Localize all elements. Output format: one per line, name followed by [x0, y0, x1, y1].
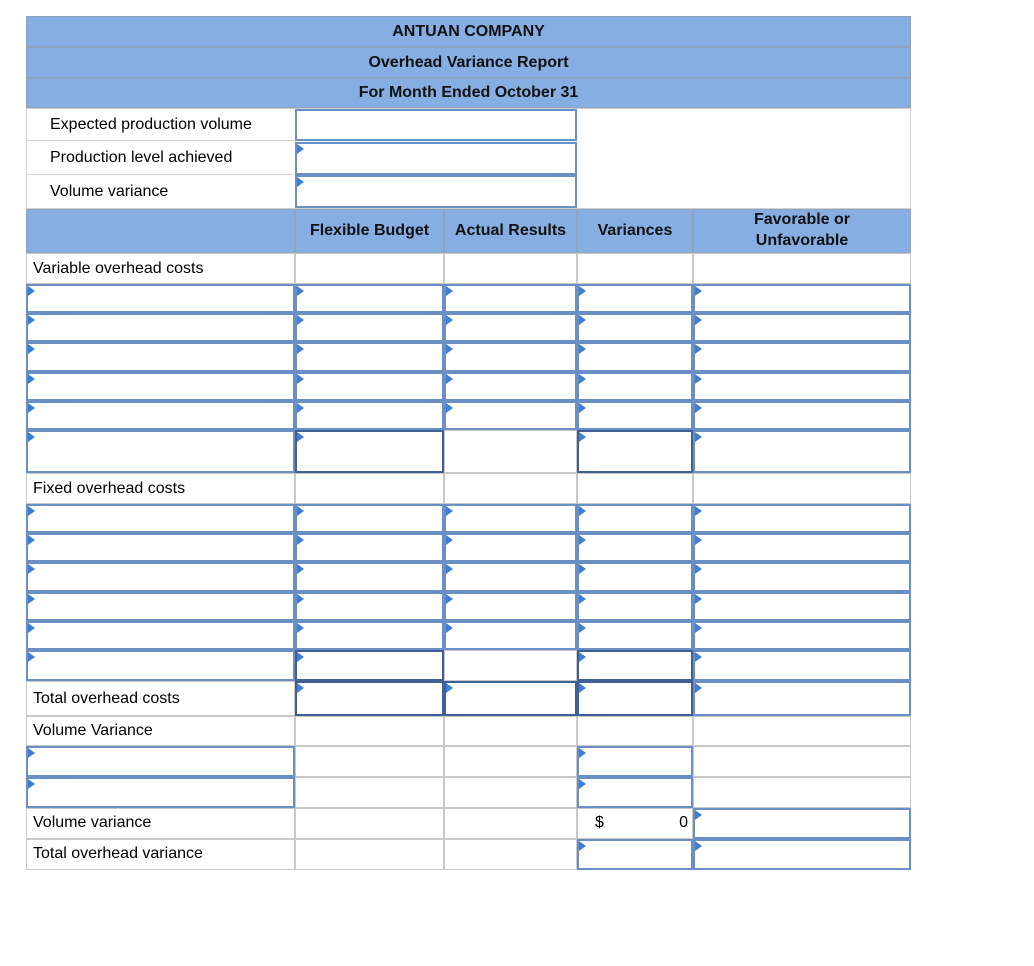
row0-variances-cell: [577, 253, 693, 284]
input-marker-icon: [28, 535, 35, 545]
input-marker-icon: [446, 564, 453, 574]
input-marker-icon: [695, 344, 702, 354]
input-marker-icon: [28, 748, 35, 758]
volume-variance-currency: $: [595, 814, 604, 831]
input-marker-icon: [446, 344, 453, 354]
volume-variance-amount: 0: [679, 814, 688, 831]
input-marker-icon: [695, 403, 702, 413]
row10-fav-unfav-input[interactable]: [693, 562, 911, 592]
volume-variance-row-label: Volume variance: [33, 814, 152, 831]
row9-variances-input[interactable]: [577, 533, 693, 562]
row17-flexible-budget-cell: [295, 777, 444, 808]
row12-actual-results-input[interactable]: [444, 621, 577, 650]
input-marker-icon: [28, 594, 35, 604]
row1-flexible-budget-input[interactable]: [295, 284, 444, 313]
input-marker-icon: [446, 374, 453, 384]
row3-variances-input[interactable]: [577, 342, 693, 372]
input-marker-icon: [579, 506, 586, 516]
input-marker-icon: [297, 564, 304, 574]
row7-fav-unfav-cell: [693, 473, 911, 504]
input-marker-icon: [446, 623, 453, 633]
row13-flexible-budget-input[interactable]: [295, 650, 444, 681]
expected-production-volume-label: Expected production volume: [26, 109, 294, 141]
row2-variances-input[interactable]: [577, 313, 693, 342]
input-marker-icon: [446, 286, 453, 296]
input-marker-icon: [28, 564, 35, 574]
row12-fav-unfav-input[interactable]: [693, 621, 911, 650]
report-title: Overhead Variance Report: [368, 54, 569, 71]
row2-fav-unfav-input[interactable]: [693, 313, 911, 342]
row2-label-input[interactable]: [26, 313, 295, 342]
row13-actual-results-cell: [444, 650, 577, 681]
row6-label-input[interactable]: [26, 430, 295, 473]
row15-actual-results-cell: [444, 716, 577, 746]
row5-variances-input[interactable]: [577, 401, 693, 430]
row3-fav-unfav-input[interactable]: [693, 342, 911, 372]
input-marker-icon: [28, 286, 35, 296]
input-marker-icon: [579, 374, 586, 384]
row13-label-input[interactable]: [26, 650, 295, 681]
row6-variances-input[interactable]: [577, 430, 693, 473]
input-marker-icon: [579, 779, 586, 789]
total-overhead-variance-label: Total overhead variance: [33, 845, 203, 862]
variable-overhead-heading: Variable overhead costs: [33, 260, 204, 277]
volume-variance-calc-input[interactable]: [295, 175, 577, 208]
row13-variances-input[interactable]: [577, 650, 693, 681]
row15-fav-unfav-cell: [693, 716, 911, 746]
input-marker-icon: [297, 315, 304, 325]
row8-variances-input[interactable]: [577, 504, 693, 533]
input-marker-icon: [28, 623, 35, 633]
row3-flexible-budget-input[interactable]: [295, 342, 444, 372]
row16-variances-input[interactable]: [577, 746, 693, 777]
input-marker-icon: [695, 286, 702, 296]
row12-flexible-budget-input[interactable]: [295, 621, 444, 650]
row19-variances-input[interactable]: [577, 839, 693, 870]
input-marker-icon: [695, 374, 702, 384]
input-marker-icon: [28, 652, 35, 662]
row1-label-input[interactable]: [26, 284, 295, 313]
row9-flexible-budget-input[interactable]: [295, 533, 444, 562]
input-marker-icon: [695, 535, 702, 545]
input-marker-icon: [579, 748, 586, 758]
row6-actual-results-cell: [444, 430, 577, 473]
row19-actual-results-cell: [444, 839, 577, 870]
input-marker-icon: [297, 403, 304, 413]
column-header-actual-results: Actual Results: [444, 209, 577, 253]
input-marker-icon: [579, 403, 586, 413]
production-level-achieved-input[interactable]: [295, 142, 577, 175]
input-marker-icon: [297, 344, 304, 354]
input-marker-icon: [695, 683, 702, 693]
input-marker-icon: [297, 683, 304, 693]
row17-variances-input[interactable]: [577, 777, 693, 808]
input-marker-icon: [297, 652, 304, 662]
report-title-header: [26, 47, 911, 78]
input-marker-icon: [297, 623, 304, 633]
row1-actual-results-input[interactable]: [444, 284, 577, 313]
row1-variances-input[interactable]: [577, 284, 693, 313]
row14-variances-input[interactable]: [577, 681, 693, 716]
row12-variances-input[interactable]: [577, 621, 693, 650]
input-marker-icon: [446, 315, 453, 325]
row6-fav-unfav-input[interactable]: [693, 430, 911, 473]
input-marker-icon: [579, 652, 586, 662]
input-marker-icon: [579, 594, 586, 604]
input-marker-icon: [579, 683, 586, 693]
row10-label-input[interactable]: [26, 562, 295, 592]
row16-fav-unfav-cell: [693, 746, 911, 777]
row11-variances-input[interactable]: [577, 592, 693, 621]
expected-production-volume-input[interactable]: [295, 109, 577, 141]
row5-flexible-budget-input[interactable]: [295, 401, 444, 430]
input-marker-icon: [28, 315, 35, 325]
row12-label-input[interactable]: [26, 621, 295, 650]
row1-fav-unfav-input[interactable]: [693, 284, 911, 313]
row17-actual-results-cell: [444, 777, 577, 808]
row16-flexible-budget-cell: [295, 746, 444, 777]
input-marker-icon: [695, 315, 702, 325]
input-marker-icon: [297, 432, 304, 442]
row10-variances-input[interactable]: [577, 562, 693, 592]
row10-flexible-budget-input[interactable]: [295, 562, 444, 592]
input-marker-icon: [695, 564, 702, 574]
row13-fav-unfav-input[interactable]: [693, 650, 911, 681]
input-marker-icon: [579, 535, 586, 545]
volume-variance-calc-label: Volume variance: [50, 182, 169, 200]
input-marker-icon: [695, 432, 702, 442]
row15-flexible-budget-cell: [295, 716, 444, 746]
input-marker-icon: [28, 779, 35, 789]
input-marker-icon: [579, 623, 586, 633]
row18-actual-results-cell: [444, 808, 577, 839]
input-marker-icon: [297, 535, 304, 545]
row4-actual-results-input[interactable]: [444, 372, 577, 401]
row16-label-input[interactable]: [26, 746, 295, 777]
input-marker-icon: [297, 374, 304, 384]
input-marker-icon: [695, 594, 702, 604]
input-marker-icon: [695, 841, 702, 851]
input-marker-icon: [297, 177, 304, 187]
row2-flexible-budget-input[interactable]: [295, 313, 444, 342]
input-marker-icon: [695, 652, 702, 662]
input-marker-icon: [28, 374, 35, 384]
row11-label-input[interactable]: [26, 592, 295, 621]
row17-label-input[interactable]: [26, 777, 295, 808]
row7-actual-results-cell: [444, 473, 577, 504]
column-header-fav-unfav: Favorable or Unfavorable: [693, 209, 911, 253]
input-marker-icon: [297, 506, 304, 516]
row4-fav-unfav-input[interactable]: [693, 372, 911, 401]
row5-label-input[interactable]: [26, 401, 295, 430]
input-marker-icon: [579, 841, 586, 851]
column-header-variances: Variances: [577, 209, 693, 253]
row11-flexible-budget-input[interactable]: [295, 592, 444, 621]
input-marker-icon: [695, 623, 702, 633]
volume-variance-heading: Volume Variance: [33, 722, 153, 739]
row15-variances-cell: [577, 716, 693, 746]
input-marker-icon: [695, 810, 702, 820]
row11-fav-unfav-input[interactable]: [693, 592, 911, 621]
row0-fav-unfav-cell: [693, 253, 911, 284]
input-marker-icon: [297, 286, 304, 296]
input-marker-icon: [446, 535, 453, 545]
total-overhead-costs-label: Total overhead costs: [33, 689, 180, 707]
production-level-achieved-label: Production level achieved: [26, 142, 294, 175]
row16-actual-results-cell: [444, 746, 577, 777]
row3-label-input[interactable]: [26, 342, 295, 372]
row9-actual-results-input[interactable]: [444, 533, 577, 562]
input-marker-icon: [579, 344, 586, 354]
fixed-overhead-heading: Fixed overhead costs: [33, 479, 186, 497]
input-marker-icon: [579, 432, 586, 442]
input-marker-icon: [28, 506, 35, 516]
row8-actual-results-input[interactable]: [444, 504, 577, 533]
input-marker-icon: [297, 594, 304, 604]
row5-fav-unfav-input[interactable]: [693, 401, 911, 430]
row4-label-input[interactable]: [26, 372, 295, 401]
input-marker-icon: [695, 506, 702, 516]
row3-actual-results-input[interactable]: [444, 342, 577, 372]
input-marker-icon: [446, 683, 453, 693]
input-marker-icon: [446, 594, 453, 604]
company-name: ANTUAN COMPANY: [392, 23, 545, 40]
row2-actual-results-input[interactable]: [444, 313, 577, 342]
row0-actual-results-cell: [444, 253, 577, 284]
row11-actual-results-input[interactable]: [444, 592, 577, 621]
row14-flexible-budget-input[interactable]: [295, 681, 444, 716]
row6-flexible-budget-input[interactable]: [295, 430, 444, 473]
row5-actual-results-input[interactable]: [444, 401, 577, 430]
row8-fav-unfav-input[interactable]: [693, 504, 911, 533]
row10-actual-results-input[interactable]: [444, 562, 577, 592]
input-marker-icon: [579, 315, 586, 325]
row18-flexible-budget-cell: [295, 808, 444, 839]
row0-flexible-budget-cell: [295, 253, 444, 284]
report-period-header: [26, 78, 911, 108]
column-header-flexible-budget: Flexible Budget: [295, 209, 444, 253]
row19-fav-unfav-input[interactable]: [693, 839, 911, 870]
row4-variances-input[interactable]: [577, 372, 693, 401]
input-marker-icon: [28, 432, 35, 442]
input-marker-icon: [297, 144, 304, 154]
row7-flexible-budget-cell: [295, 473, 444, 504]
row17-fav-unfav-cell: [693, 777, 911, 808]
input-marker-icon: [446, 403, 453, 413]
row4-flexible-budget-input[interactable]: [295, 372, 444, 401]
row14-fav-unfav-input[interactable]: [693, 681, 911, 716]
row8-label-input[interactable]: [26, 504, 295, 533]
column-header-blank: [26, 209, 295, 253]
report-period: For Month Ended October 31: [358, 84, 579, 101]
row9-label-input[interactable]: [26, 533, 295, 562]
report-company-header: [26, 16, 911, 47]
input-marker-icon: [579, 286, 586, 296]
row18-fav-unfav-input[interactable]: [693, 808, 911, 839]
input-marker-icon: [446, 506, 453, 516]
input-marker-icon: [579, 564, 586, 574]
input-marker-icon: [28, 344, 35, 354]
row14-actual-results-input[interactable]: [444, 681, 577, 716]
row19-flexible-budget-cell: [295, 839, 444, 870]
row7-variances-cell: [577, 473, 693, 504]
input-marker-icon: [28, 403, 35, 413]
row9-fav-unfav-input[interactable]: [693, 533, 911, 562]
row8-flexible-budget-input[interactable]: [295, 504, 444, 533]
